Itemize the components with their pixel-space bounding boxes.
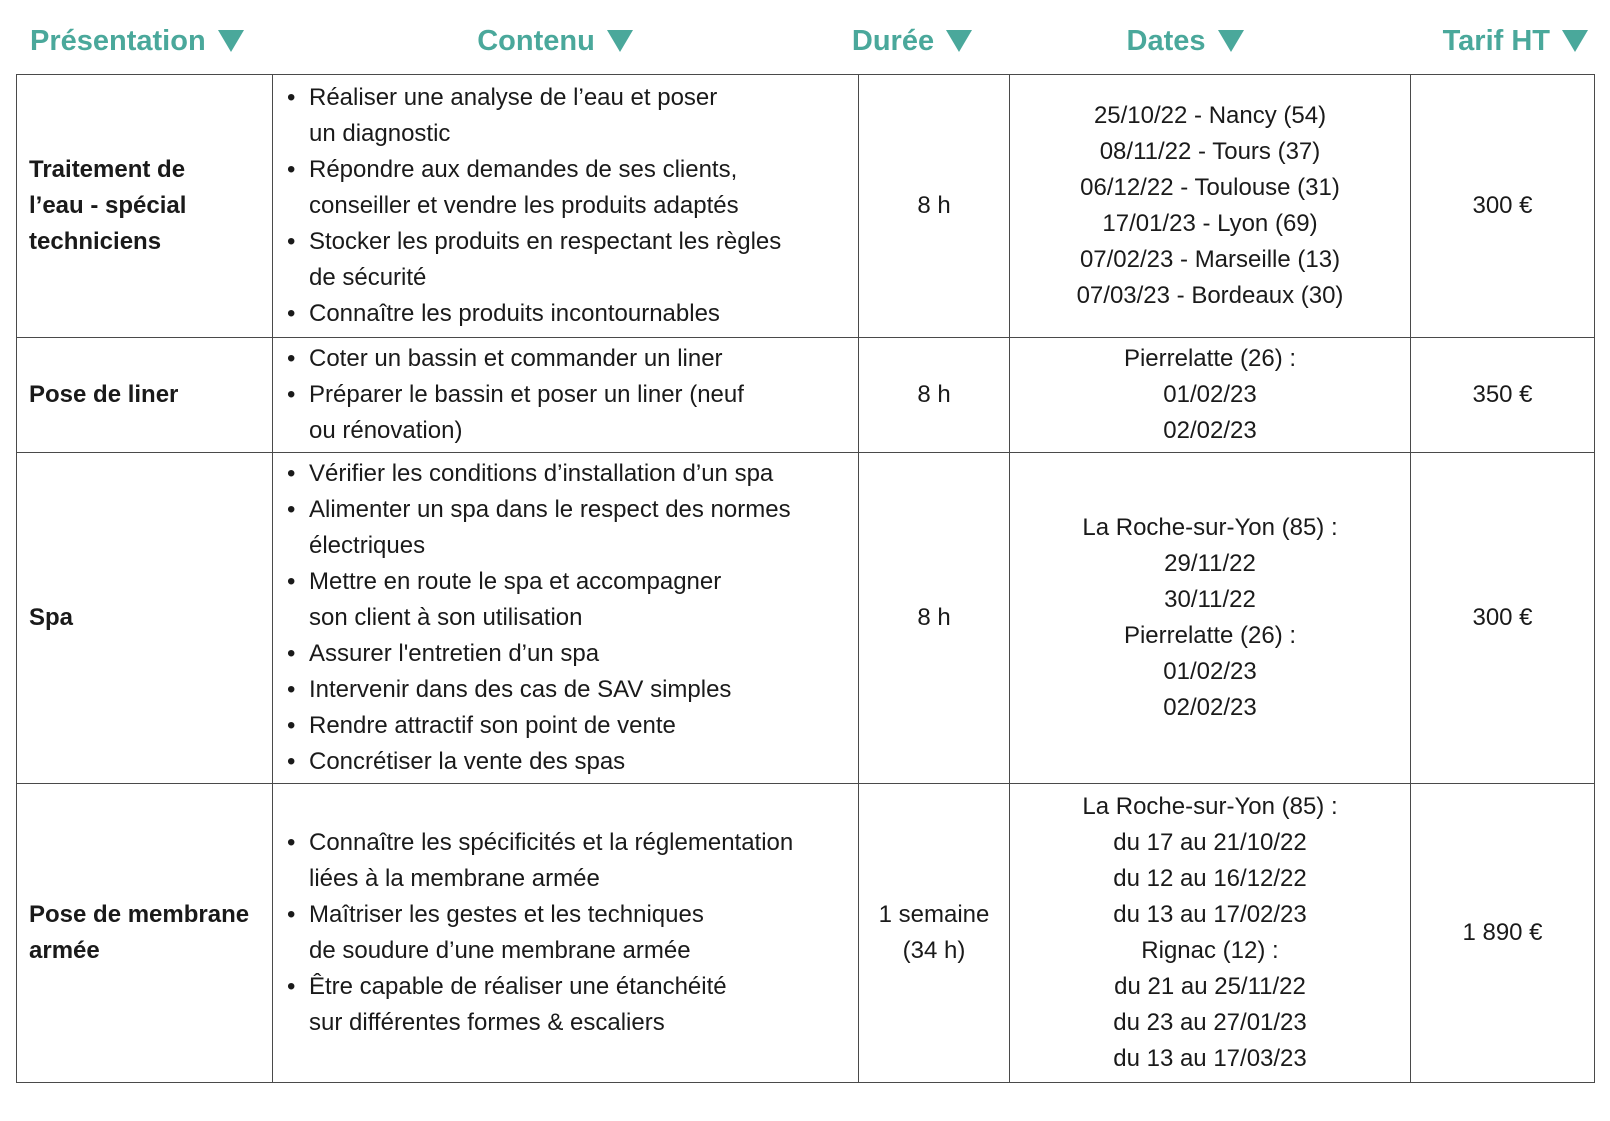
date-line: 25/10/22 - Nancy (54) [1093, 102, 1327, 129]
list-item-line: ou rénovation) [309, 417, 463, 444]
list-item [287, 80, 850, 152]
list-item-line: • Assurer l'entretien d’un spa [309, 640, 600, 667]
content-list [273, 456, 858, 780]
list-item [287, 296, 850, 332]
table-row [17, 453, 1595, 784]
list-item-line: son client à son utilisation [309, 604, 583, 631]
list-item-line: liées à la membrane armée [309, 865, 600, 892]
dates-cell [1010, 75, 1411, 338]
list-item-line: de soudure d’une membrane armée [309, 937, 691, 964]
header-contenu-label: Contenu [477, 24, 595, 57]
list-item-line: conseiller et vendre les produits adaptés [309, 192, 739, 219]
dates-cell [1010, 338, 1411, 453]
list-item-line: • Être capable de réaliser une étanchéité [309, 973, 727, 1000]
date-line: 07/03/23 - Bordeaux (30) [1076, 282, 1344, 309]
table-row [17, 338, 1595, 453]
list-item [287, 744, 850, 780]
course-name-line: Pose de membrane [29, 901, 250, 928]
date-line: Pierrelatte (26) : [1123, 622, 1297, 649]
duration-line: (34 h) [902, 937, 966, 964]
course-name-line: armée [29, 937, 100, 964]
duration-cell: 8 h [859, 338, 1010, 453]
course-name-line: Spa [29, 604, 74, 631]
list-item-line: • Alimenter un spa dans le respect des normes [309, 496, 791, 523]
list-item [287, 708, 850, 744]
course-content-cell [273, 338, 859, 453]
date-line: du 13 au 17/03/23 [1113, 1045, 1307, 1072]
list-item-line: • Rendre attractif son point de vente [309, 712, 676, 739]
list-item-line: sur différentes formes & escaliers [309, 1009, 665, 1036]
header-dates[interactable] [986, 18, 1384, 64]
list-item-line: • Connaître les spécificités et la réglementation [309, 829, 794, 856]
list-item [287, 825, 850, 897]
course-name-line: Traitement de [29, 156, 186, 183]
list-item-line: • Maîtriser les gestes et les techniques [309, 901, 704, 928]
list-item [287, 672, 850, 708]
content-list [273, 341, 858, 449]
list-item [287, 224, 850, 296]
date-line: 17/01/23 - Lyon (69) [1102, 210, 1318, 237]
duration-cell [859, 784, 1010, 1083]
course-name-cell [17, 75, 273, 338]
dates-cell [1010, 453, 1411, 784]
date-line: du 23 au 27/01/23 [1113, 1009, 1307, 1036]
table-row [17, 784, 1595, 1083]
triangle-down-icon [607, 30, 633, 52]
list-item-line: • Connaître les produits incontournables [309, 300, 720, 327]
table-row [17, 75, 1595, 338]
list-item-line: • Stocker les produits en respectant les règles [309, 228, 782, 255]
list-item [287, 456, 850, 492]
triangle-down-icon [946, 30, 972, 52]
list-item [287, 152, 850, 224]
list-item [287, 492, 850, 564]
dates-cell [1010, 784, 1411, 1083]
date-line: 07/02/23 - Marseille (13) [1079, 246, 1341, 273]
course-content-cell [273, 784, 859, 1083]
price-cell: 1 890 € [1411, 784, 1595, 1083]
date-line: Rignac (12) : [1141, 937, 1279, 964]
header-tarif-label: Tarif HT [1442, 24, 1550, 57]
header-presentation[interactable] [30, 18, 262, 64]
course-name-cell [17, 784, 273, 1083]
list-item [287, 564, 850, 636]
list-item-line: • Préparer le bassin et poser un liner (neuf [309, 381, 744, 408]
date-line: du 12 au 16/12/22 [1113, 865, 1307, 892]
header-presentation-label: Présentation [30, 24, 206, 57]
header-duree-label: Durée [851, 24, 935, 57]
date-line: du 21 au 25/11/22 [1114, 973, 1306, 1000]
duration-line: 1 semaine [878, 901, 990, 928]
header-duree[interactable] [838, 18, 986, 64]
date-line: 02/02/23 [1163, 694, 1257, 721]
date-line: 29/11/22 [1164, 550, 1256, 577]
header-dates-label: Dates [1126, 24, 1206, 57]
duration-cell: 8 h [859, 453, 1010, 784]
list-item [287, 969, 850, 1041]
content-list [273, 825, 858, 1041]
header-tarif[interactable] [1376, 18, 1596, 64]
list-item-line: • Intervenir dans des cas de SAV simples [309, 676, 732, 703]
date-line: 06/12/22 - Toulouse (31) [1080, 174, 1340, 201]
course-name-line: Pose de liner [29, 381, 179, 408]
course-name-line: techniciens [29, 228, 162, 255]
date-line: 01/02/23 [1163, 381, 1257, 408]
date-line: La Roche-sur-Yon (85) : [1082, 793, 1338, 820]
date-line: Pierrelatte (26) : [1123, 345, 1297, 372]
content-list [273, 80, 858, 332]
list-item [287, 377, 850, 449]
triangle-down-icon [1218, 30, 1244, 52]
training-table [16, 74, 1595, 1083]
course-name-cell [17, 338, 273, 453]
list-item [287, 897, 850, 969]
course-name-line: l’eau - spécial [29, 192, 187, 219]
list-item-line: • Concrétiser la vente des spas [309, 748, 626, 775]
date-line: 01/02/23 [1163, 658, 1257, 685]
list-item [287, 636, 850, 672]
triangle-down-icon [1562, 30, 1588, 52]
course-content-cell [273, 75, 859, 338]
triangle-down-icon [218, 30, 244, 52]
duration-cell: 8 h [859, 75, 1010, 338]
list-item-line: • Réaliser une analyse de l’eau et poser [309, 84, 718, 111]
list-item-line: • Vérifier les conditions d’installation d’un spa [309, 460, 774, 487]
list-item-line: • Coter un bassin et commander un liner [309, 345, 723, 372]
list-item-line: de sécurité [309, 264, 427, 291]
date-line: du 17 au 21/10/22 [1113, 829, 1307, 856]
price-cell: 300 € [1411, 453, 1595, 784]
date-line: du 13 au 17/02/23 [1113, 901, 1307, 928]
list-item [287, 341, 850, 377]
list-item-line: • Mettre en route le spa et accompagner [309, 568, 722, 595]
course-content-cell [273, 453, 859, 784]
date-line: 30/11/22 [1164, 586, 1256, 613]
header-contenu[interactable] [270, 18, 840, 64]
list-item-line: • Répondre aux demandes de ses clients, [309, 156, 738, 183]
list-item-line: électriques [309, 532, 426, 559]
date-line: 02/02/23 [1163, 417, 1257, 444]
list-item-line: un diagnostic [309, 120, 451, 147]
price-cell: 300 € [1411, 75, 1595, 338]
date-line: 08/11/22 - Tours (37) [1099, 138, 1321, 165]
course-name-cell [17, 453, 273, 784]
date-line: La Roche-sur-Yon (85) : [1082, 514, 1338, 541]
price-cell: 350 € [1411, 338, 1595, 453]
